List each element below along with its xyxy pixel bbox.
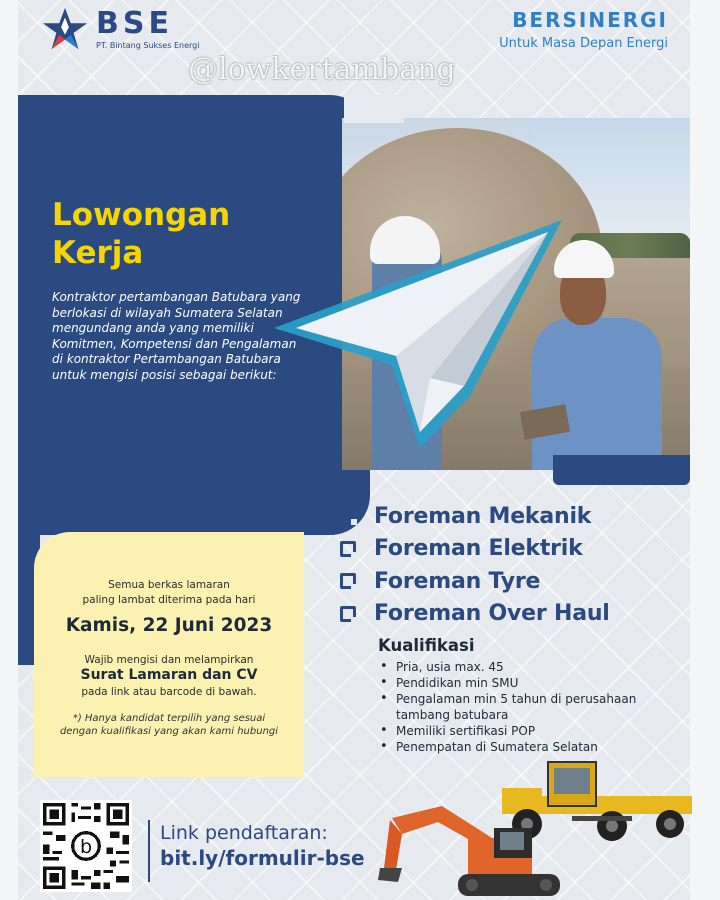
qr-code-icon[interactable] [40, 800, 132, 892]
position-item [340, 598, 680, 631]
required-documents: Surat Lamaran dan CV [80, 667, 258, 683]
checkbox-icon [340, 541, 356, 557]
position-label: Foreman Over Haul [374, 601, 610, 627]
right-frame [690, 0, 720, 900]
deadline-line1: Semua berkas lamaran [108, 579, 230, 591]
list-item: • Penempatan di Sumatera Selatan [378, 739, 678, 755]
intro-text: Kontraktor pertambangan Batubara yang berlokasi di wilayah Sumatera Selatan mengundang anda yang memiliki Komitmen, Kompetensi dan Pengalaman di kontraktor Pertambangan Batubara untuk mengisi posisi sebagai berikut: [52, 290, 301, 382]
deadline-date: Kamis, 22 Juni 2023 [65, 615, 273, 636]
registration-label: Link pendaftaran: [160, 822, 328, 844]
heavy-equipment-image [372, 758, 692, 900]
list-item: • Pendidikan min SMU [378, 675, 678, 691]
list-item: • Memiliki sertifikasi POP [378, 723, 678, 739]
position-label: Foreman Elektrik [374, 536, 583, 562]
requirement-line: Wajib mengisi dan melampirkan [84, 654, 254, 666]
list-item: • Pria, usia max. 45 [378, 659, 678, 675]
note-line2: dengan kualifikasi yang akan kami hubungi [59, 726, 279, 737]
position-item [340, 565, 680, 598]
left-frame [0, 0, 18, 900]
company-logo [42, 6, 199, 52]
list-item: • Pengalaman min 5 tahun di perusahaan tambang batubara [378, 691, 678, 723]
position-label: Foreman Tyre [374, 568, 541, 594]
divider [148, 820, 150, 882]
star-logo-icon [42, 6, 88, 52]
headline: Lowongan Kerja [52, 197, 231, 271]
positions-list [340, 500, 680, 630]
photo-corner-tab [344, 95, 404, 123]
brand-subtitle: PT. Bintang Sukses Energi [96, 40, 200, 50]
qualifications-title: Kualifikasi [378, 636, 475, 655]
deadline-intro [40, 578, 298, 608]
link-note: pada link atau barcode di bawah. [81, 686, 257, 698]
position-item [340, 500, 680, 533]
brand-name: BSE [96, 5, 173, 41]
position-item [340, 533, 680, 566]
checkbox-icon [340, 573, 356, 589]
checkbox-icon [340, 606, 356, 622]
selection-note [40, 712, 298, 738]
photo-base-bar [553, 455, 690, 485]
registration-link[interactable]: bit.ly/formulir-bse [160, 846, 365, 870]
position-label: Foreman Mekanik [374, 503, 592, 529]
tagline-sub: Untuk Masa Depan Energi [499, 36, 668, 51]
deadline-line2: paling lambat diterima pada hari [82, 594, 256, 606]
tagline [499, 8, 668, 51]
checkbox-icon [340, 508, 356, 524]
svg-text:b: b [79, 835, 93, 858]
qualifications-list [378, 659, 678, 755]
tagline-main: BERSINERGI [512, 8, 668, 32]
paper-plane-icon [270, 210, 570, 455]
qualifications [378, 636, 678, 755]
watermark: @lowkertambang [188, 52, 456, 87]
note-line1: *) Hanya kandidat terpilih yang sesuai [72, 713, 266, 724]
